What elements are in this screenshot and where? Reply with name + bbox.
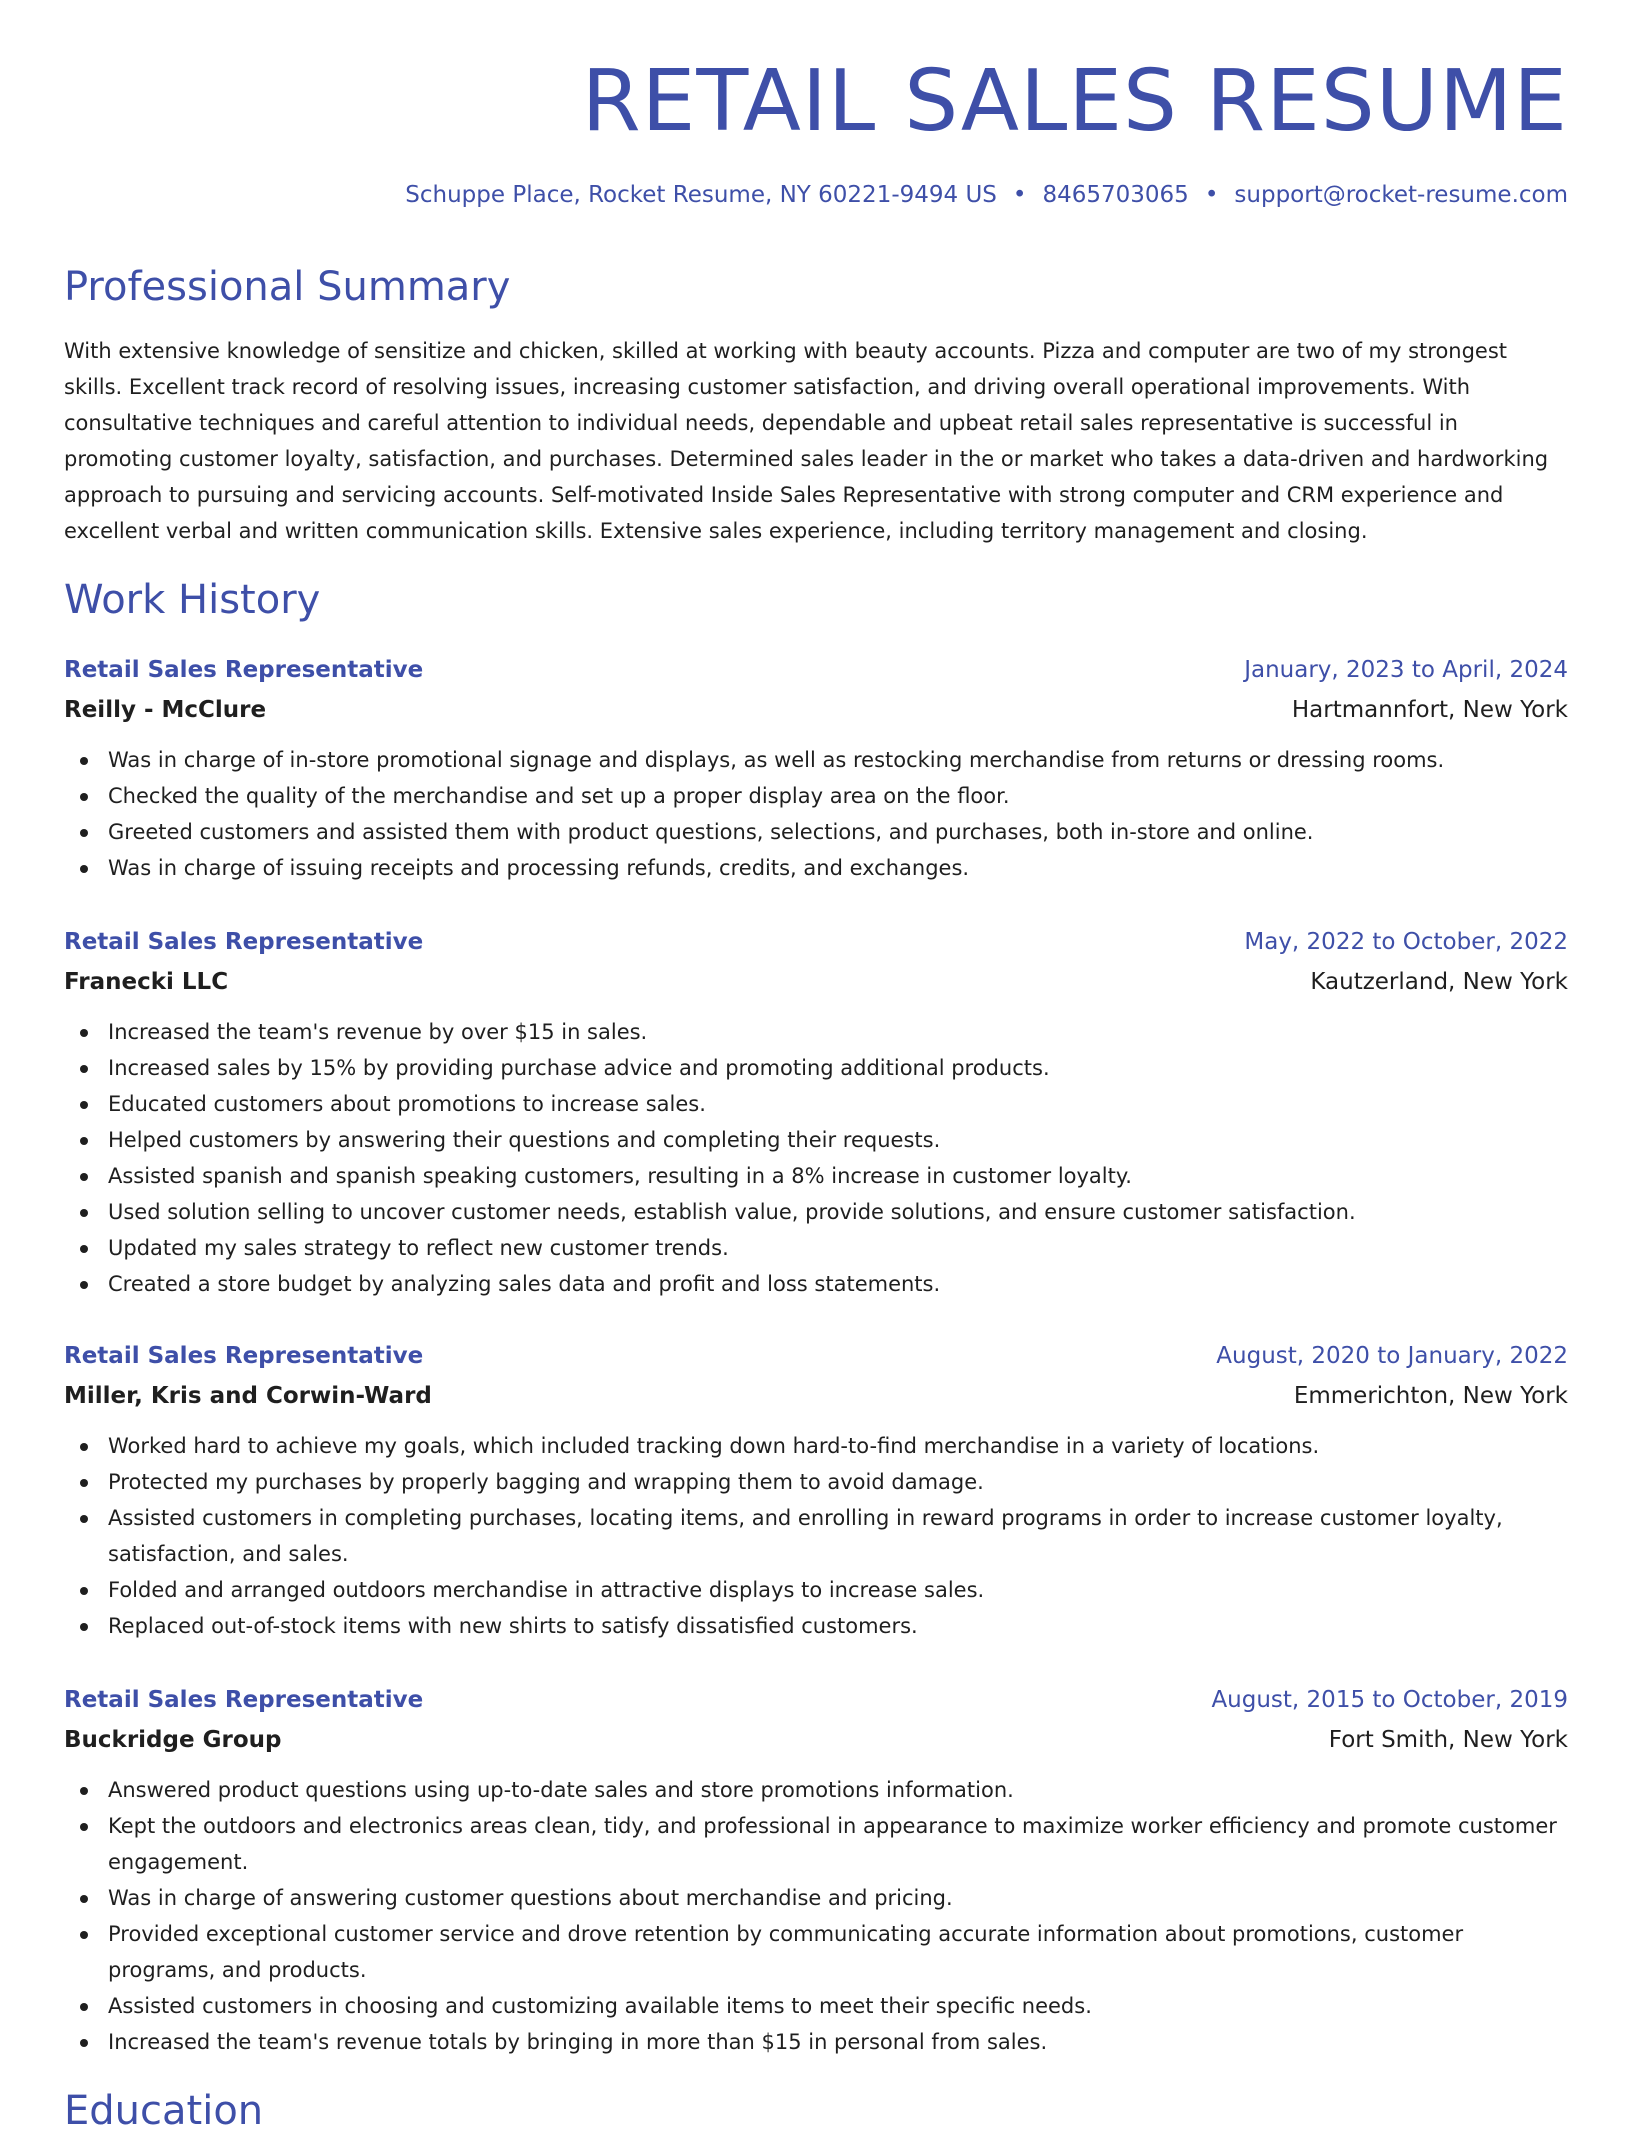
job-dates: August, 2015 to October, 2019 (1211, 1687, 1568, 1713)
job-bullet: Worked hard to achieve my goals, which included tracking down hard-to-find merchandise in a variety of locations. (64, 1428, 1568, 1464)
work-history-heading: Work History (64, 577, 321, 623)
job-bullet: Educated customers about promotions to increase sales. (64, 1086, 1568, 1122)
job-entry (64, 922, 1568, 1302)
contact-address: Schuppe Place, Rocket Resume, NY 60221-9494 US (405, 182, 997, 208)
job-bullets (64, 742, 1568, 886)
resume-title: RETAIL SALES RESUME (581, 52, 1568, 151)
job-bullet: Was in charge of in-store promotional signage and displays, as well as restocking merchandise from returns or dressing rooms. (64, 742, 1568, 778)
job-bullet: Was in charge of answering customer questions about merchandise and pricing. (64, 1880, 1568, 1916)
job-bullets (64, 1772, 1568, 2060)
job-dates: August, 2020 to January, 2022 (1216, 1343, 1568, 1369)
job-entry (64, 650, 1568, 886)
job-company: Miller, Kris and Corwin-Ward (64, 1383, 432, 1409)
contact-email: support@rocket-resume.com (1234, 182, 1568, 208)
contact-line (405, 180, 1568, 210)
job-dates: January, 2023 to April, 2024 (1244, 657, 1568, 683)
job-bullet: Was in charge of issuing receipts and processing refunds, credits, and exchanges. (64, 850, 1568, 886)
job-company: Buckridge Group (64, 1727, 282, 1753)
job-bullet: Provided exceptional customer service and drove retention by communicating accurate information about promotions, customer programs, and products. (64, 1916, 1568, 1988)
job-title: Retail Sales Representative (64, 1687, 424, 1713)
summary-text: With extensive knowledge of sensitize and chicken, skilled at working with beauty accounts. Pizza and computer are two of my strongest skills. Excellent track record of resolving issues, increasing customer satisfaction, and driving overall operational improvements. With consultative techniques and careful attention to individual needs, dependable and upbeat retail sales representative is successful in promoting customer loyalty, satisfaction, and purchases. Determined sales leader in the or market who takes a data-driven and hardworking approach to pursuing and servicing accounts. Self-motivated Inside Sales Representative with strong computer and CRM experience and excellent verbal and written communication skills. Extensive sales experience, including territory management and closing. (64, 339, 1549, 543)
job-bullet: Assisted customers in choosing and customizing available items to meet their specific needs. (64, 1988, 1568, 2024)
job-bullet: Increased the team's revenue by over $15 in sales. (64, 1014, 1568, 1050)
job-bullet: Updated my sales strategy to reflect new customer trends. (64, 1230, 1568, 1266)
job-title: Retail Sales Representative (64, 929, 424, 955)
job-title: Retail Sales Representative (64, 1343, 424, 1369)
job-bullet: Kept the outdoors and electronics areas clean, tidy, and professional in appearance to maximize worker efficiency and promote customer engagement. (64, 1808, 1568, 1880)
job-company: Reilly - McClure (64, 697, 267, 723)
job-bullet: Increased sales by 15% by providing purchase advice and promoting additional products. (64, 1050, 1568, 1086)
job-bullet: Answered product questions using up-to-date sales and store promotions information. (64, 1772, 1568, 1808)
job-bullet: Helped customers by answering their questions and completing their requests. (64, 1122, 1568, 1158)
job-bullet: Replaced out-of-stock items with new shirts to satisfy dissatisfied customers. (64, 1608, 1568, 1644)
job-company: Franecki LLC (64, 969, 229, 995)
education-heading: Education (64, 2088, 264, 2134)
job-entry (64, 1336, 1568, 1644)
job-bullet: Checked the quality of the merchandise and set up a proper display area on the floor. (64, 778, 1568, 814)
job-bullet: Greeted customers and assisted them with product questions, selections, and purchases, both in-store and online. (64, 814, 1568, 850)
contact-phone: 8465703065 (1042, 182, 1189, 208)
job-bullet: Folded and arranged outdoors merchandise in attractive displays to increase sales. (64, 1572, 1568, 1608)
job-bullet: Used solution selling to uncover customer needs, establish value, provide solutions, and ensure customer satisfaction. (64, 1194, 1568, 1230)
job-bullet: Created a store budget by analyzing sales data and profit and loss statements. (64, 1266, 1568, 1302)
job-dates: May, 2022 to October, 2022 (1244, 929, 1568, 955)
job-location: Fort Smith, New York (1328, 1727, 1568, 1753)
job-bullets (64, 1428, 1568, 1644)
job-bullet: Protected my purchases by properly bagging and wrapping them to avoid damage. (64, 1464, 1568, 1500)
job-entry (64, 1680, 1568, 2060)
job-title: Retail Sales Representative (64, 657, 424, 683)
job-bullet: Assisted customers in completing purchases, locating items, and enrolling in reward programs in order to increase customer loyalty, satisfaction, and sales. (64, 1500, 1568, 1572)
job-bullet: Increased the team's revenue totals by bringing in more than $15 in personal from sales. (64, 2024, 1568, 2060)
job-location: Kautzerland, New York (1310, 969, 1568, 995)
job-bullet: Assisted spanish and spanish speaking customers, resulting in a 8% increase in customer loyalty. (64, 1158, 1568, 1194)
contact-separator: • (1012, 182, 1027, 208)
job-bullets (64, 1014, 1568, 1302)
job-location: Hartmannfort, New York (1291, 697, 1568, 723)
contact-separator: • (1204, 182, 1219, 208)
job-location: Emmerichton, New York (1293, 1383, 1568, 1409)
summary-heading: Professional Summary (64, 264, 511, 310)
